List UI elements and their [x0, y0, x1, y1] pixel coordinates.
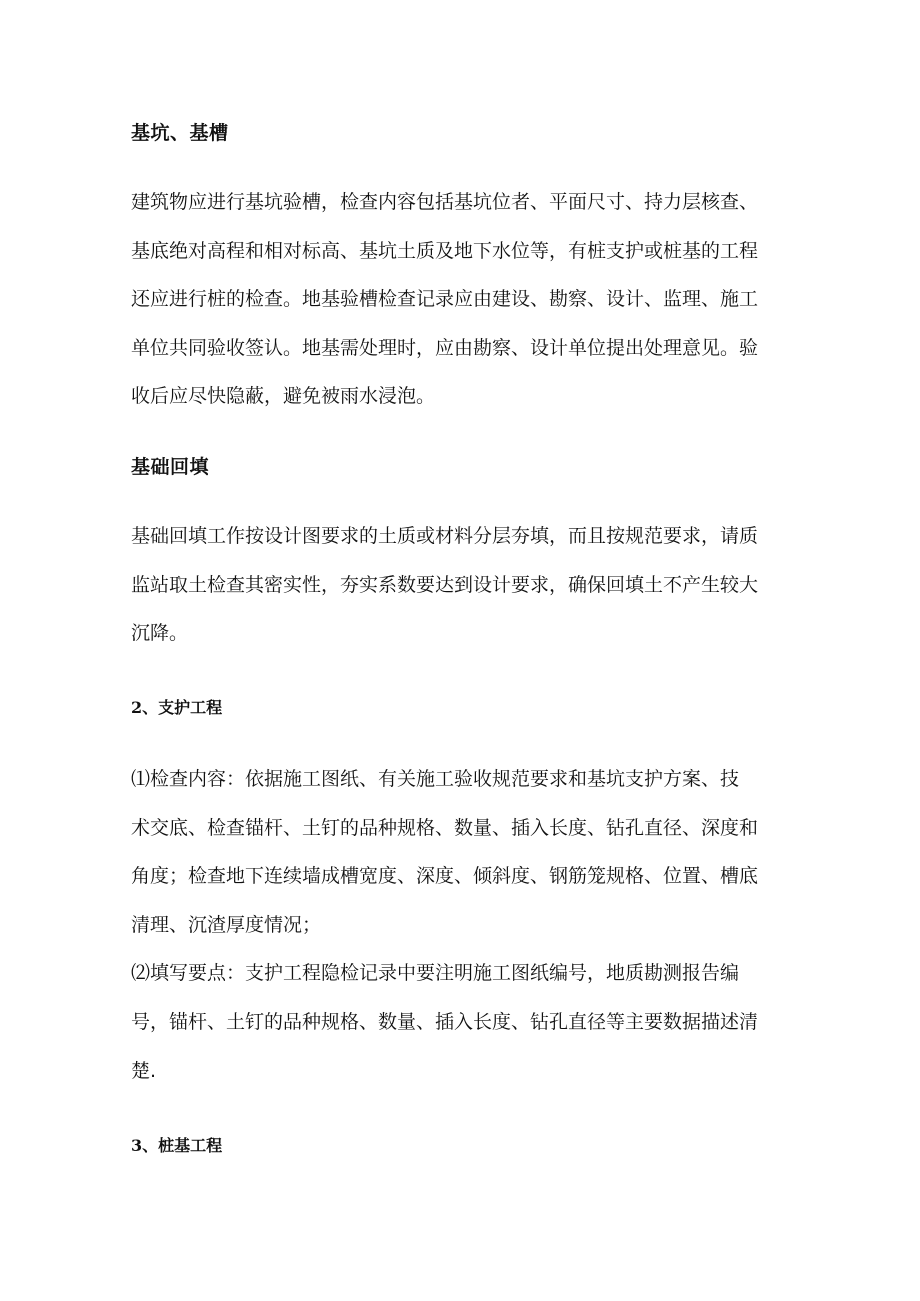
section-title-pile: 3、桩基工程 [131, 1136, 223, 1155]
paragraph-backfill [131, 512, 796, 658]
text-line: 楚. [131, 1059, 157, 1082]
text-line: 基础回填工作按设计图要求的土质或材料分层夯填，而且按规范要求，请质 [131, 525, 759, 547]
paragraph-foundation-pit [131, 178, 796, 421]
paragraph-support [131, 755, 796, 1095]
text-line: 角度；检查地下连续墙成槽宽度、深度、倾斜度、钢筋笼规格、位置、槽底 [131, 865, 759, 888]
text-line: 基底绝对高程和相对标高、基坑土质及地下水位等，有桩支护或桩基的工程 [131, 239, 759, 262]
text-line: 建筑物应进行基坑验槽，检查内容包括基坑位者、平面尺寸、持力层核查、 [131, 191, 759, 213]
text-line: ⑴检查内容：依据施工图纸、有关施工验收规范要求和基坑支护方案、技 [131, 768, 740, 790]
text-line: ⑵填写要点：支护工程隐检记录中要注明施工图纸编号，地质勘测报告编 [131, 962, 740, 985]
text-line: 监站取土检查其密实性，夯实系数要达到设计要求，确保回填土不产生较大 [131, 573, 759, 596]
text-line: 单位共同验收签认。地基需处理时，应由勘察、设计单位提出处理意见。验 [131, 336, 759, 359]
text-line: 还应进行桩的检查。地基验槽检查记录应由建设、勘察、设计、监理、施工 [131, 288, 759, 311]
text-line: 沉降。 [131, 622, 189, 645]
section-title-backfill: 基础回填 [131, 456, 210, 478]
text-line: 号，锚杆、土钉的品种规格、数量、插入长度、钻孔直径等主要数据描述清 [131, 1010, 759, 1033]
text-line: 收后应尽快隐蔽，避免被雨水浸泡。 [131, 385, 436, 408]
text-line: 清理、沉渣厚度情况； [131, 913, 322, 936]
text-line: 术交底、检查锚杆、土钉的品种规格、数量、插入长度、钻孔直径、深度和 [131, 816, 759, 839]
section-title-support: 2、支护工程 [131, 698, 223, 717]
section-title-foundation-pit: 基坑、基槽 [131, 122, 229, 144]
